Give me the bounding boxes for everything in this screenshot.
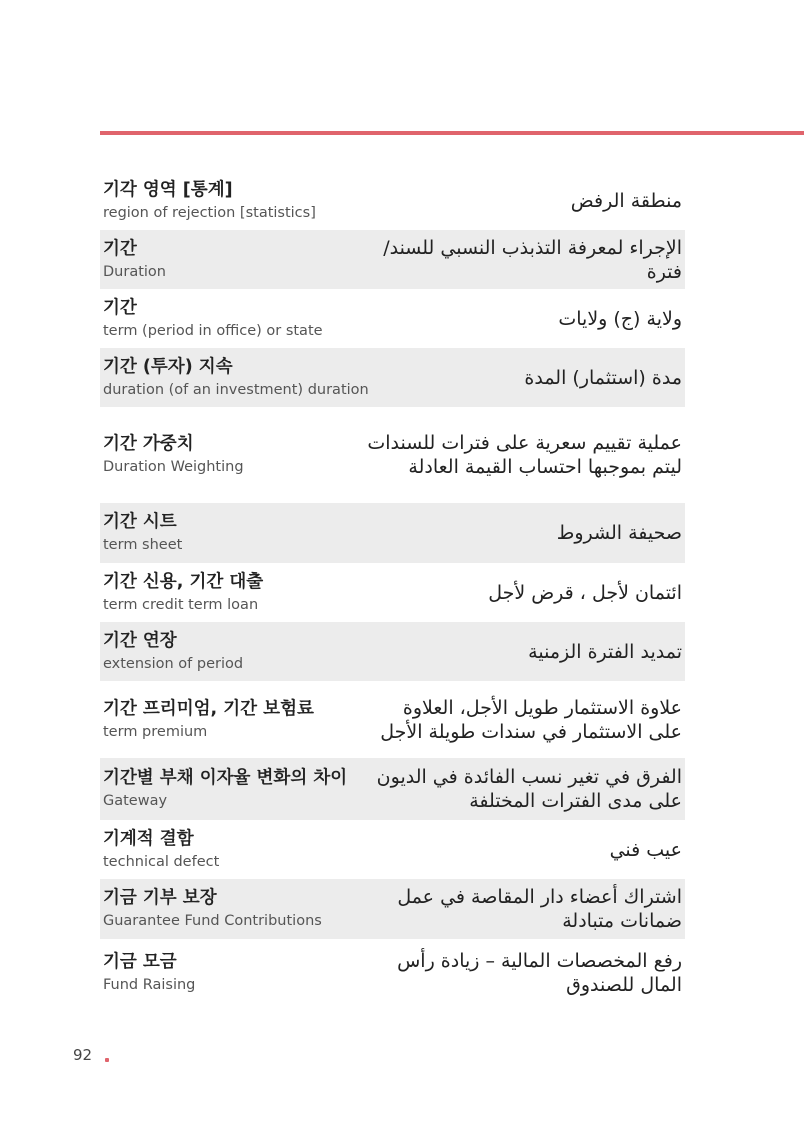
glossary-table bbox=[100, 172, 685, 1007]
english-term: duration (of an investment) duration bbox=[103, 381, 369, 398]
english-term: Guarantee Fund Contributions bbox=[103, 913, 322, 929]
korean-term: 기금 모금 bbox=[103, 952, 177, 972]
korean-term: 기간 bbox=[103, 297, 137, 318]
arabic-term: ائتمان لأجل ، قرض لأجل bbox=[488, 581, 682, 604]
glossary-entry bbox=[100, 348, 685, 407]
arabic-term: الإجراء لمعرفة التذبذب النسبي للسند/ فترة bbox=[383, 236, 682, 283]
korean-term: 기간 bbox=[103, 238, 137, 259]
korean-term: 기간 연장 bbox=[103, 630, 177, 651]
english-term: extension of period bbox=[103, 655, 244, 672]
glossary-entry bbox=[100, 563, 685, 622]
page-number-marker bbox=[105, 1058, 109, 1062]
english-term: term premium bbox=[103, 723, 208, 740]
glossary-entry bbox=[100, 407, 685, 503]
page-number: 92 bbox=[73, 1046, 93, 1064]
english-term: region of rejection [statistics] bbox=[103, 205, 316, 221]
korean-term: 기간 신용, 기간 대출 bbox=[103, 571, 264, 592]
glossary-entry bbox=[100, 939, 685, 1007]
korean-term: 기간 (투자) 지속 bbox=[103, 356, 233, 377]
header-rule bbox=[100, 131, 804, 135]
arabic-term: علاوة الاستثمار طويل الأجل، العلاوة على الاستثمار في سندات طويلة الأجل bbox=[380, 696, 682, 743]
glossary-entry bbox=[100, 503, 685, 563]
arabic-term: عملية تقييم سعرية على فترات للسندات ليتم بموجبها احتساب القيمة العادلة bbox=[367, 432, 682, 478]
arabic-term: ولاية (ج) ولايات bbox=[558, 307, 682, 330]
glossary-entry bbox=[100, 172, 685, 230]
arabic-term: مدة (استثمار) المدة bbox=[524, 366, 682, 389]
glossary-entry bbox=[100, 820, 685, 879]
english-term: technical defect bbox=[103, 853, 220, 870]
glossary-entry bbox=[100, 758, 685, 820]
arabic-term: منطقة الرفض bbox=[570, 190, 682, 212]
english-term: Duration Weighting bbox=[103, 459, 244, 475]
arabic-term: اشتراك أعضاء دار المقاصة في عمل ضمانات متبادلة bbox=[397, 886, 682, 932]
arabic-term: رفع المخصصات المالية – زيادة رأس المال للصندوق bbox=[397, 950, 682, 996]
arabic-term: الفرق في تغير نسب الفائدة في الديون على مدى الفترات المختلفة bbox=[376, 766, 682, 812]
english-term: term sheet bbox=[103, 537, 183, 553]
glossary-entry bbox=[100, 622, 685, 681]
glossary-entry bbox=[100, 681, 685, 758]
korean-term: 기간별 부채 이자율 변화의 차이 bbox=[103, 768, 348, 788]
korean-term: 기금 기부 보장 bbox=[103, 888, 217, 908]
korean-term: 기간 시트 bbox=[103, 512, 177, 532]
korean-term: 기각 영역 [통계] bbox=[103, 180, 233, 200]
english-term: term (period in office) or state bbox=[103, 322, 323, 339]
glossary-entry bbox=[100, 230, 685, 289]
glossary-entry bbox=[100, 879, 685, 939]
korean-term: 기간 프리미엄, 기간 보험료 bbox=[103, 698, 314, 719]
arabic-term: تمديد الفترة الزمنية bbox=[528, 640, 682, 663]
english-term: Duration bbox=[103, 263, 166, 280]
english-term: Gateway bbox=[103, 793, 168, 809]
korean-term: 기계적 결함 bbox=[103, 828, 194, 849]
english-term: term credit term loan bbox=[103, 596, 259, 613]
english-term: Fund Raising bbox=[103, 977, 196, 993]
korean-term: 기간 가중치 bbox=[103, 434, 194, 454]
glossary-entry bbox=[100, 289, 685, 348]
arabic-term: عيب فني bbox=[609, 838, 682, 861]
arabic-term: صحيفة الشروط bbox=[556, 522, 682, 544]
